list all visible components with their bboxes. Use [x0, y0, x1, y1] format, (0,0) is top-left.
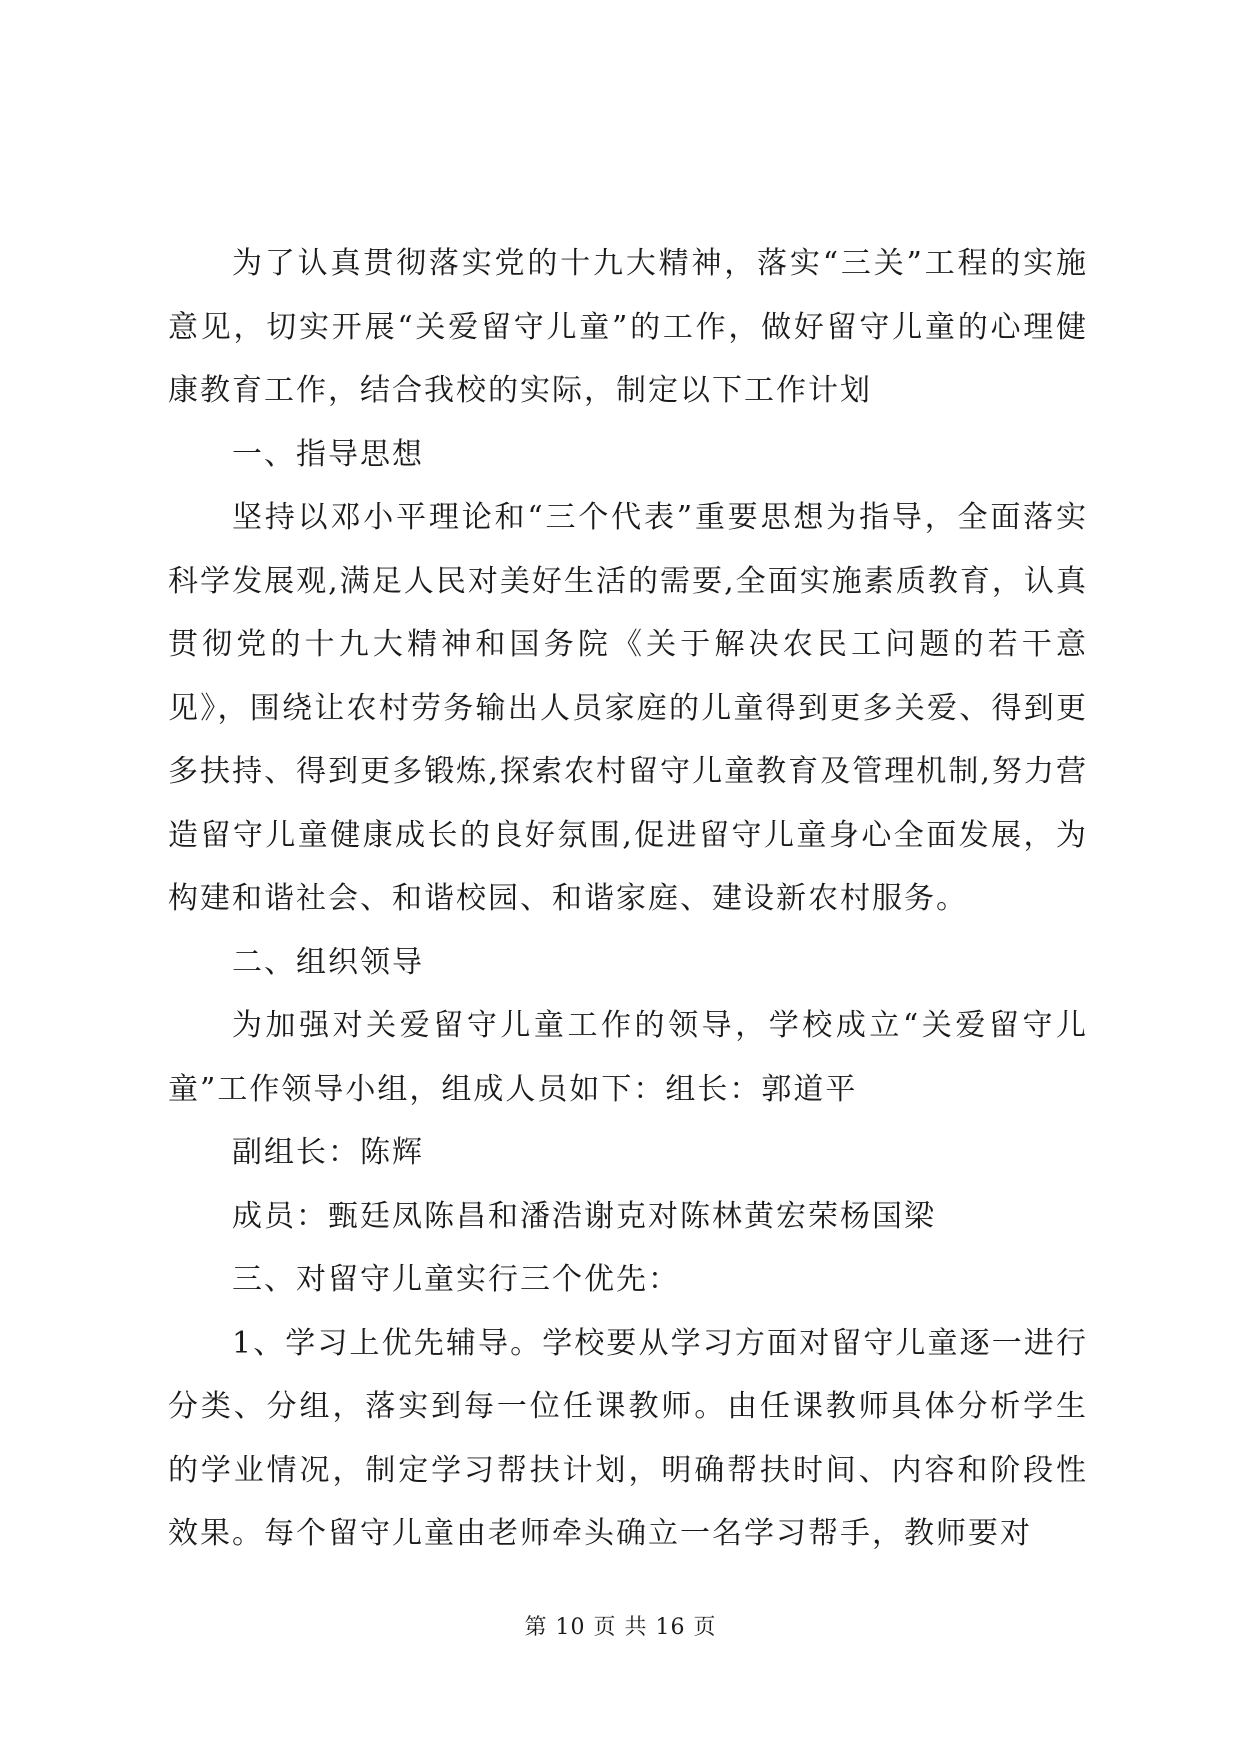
paragraph-study-priority: 1、学习上优先辅导。学校要从学习方面对留守儿童逐一进行分类、分组，落实到每一位任课教师。由任课教师具体分析学生的学业情况，制定学习帮扶计划，明确帮扶时间、内容和阶段性效果。每个留守儿童由老师牵头确立一名学习帮手，教师要对 — [168, 1325, 1088, 1551]
section-heading-organization: 二、组织领导 — [232, 944, 424, 980]
paragraph-guiding-thought: 坚持以邓小平理论和“三个代表”重要思想为指导，全面落实科学发展观,满足人民对美好生活的需要,全面实施素质教育，认真贯彻党的十九大精神和国务院《关于解决农民工问题的若干意见》，围绕让农村劳务输出人员家庭的儿童得到更多关爱、得到更多扶持、得到更多锻炼,探索农村留守儿童教育及管理机制,努力营造留守儿童健康成长的良好氛围,促进留守儿童身心全面发展，为构建和谐社会、和谐校园、和谐家庭、建设新农村服务。 — [168, 500, 1088, 916]
paragraph-members: 成员：甄廷凤陈昌和潘浩谢克对陈林黄宏荣杨国梁 — [232, 1198, 936, 1234]
paragraph-organization: 为加强对关爱留守儿童工作的领导，学校成立“关爱留守儿童”工作领导小组，组成人员如下：组长：郭道平 — [168, 1008, 1088, 1107]
document-body — [168, 232, 1088, 1566]
section-heading-guiding-thought: 一、指导思想 — [232, 436, 424, 472]
page-number-footer: 第 10 页 共 16 页 — [524, 1615, 717, 1640]
section-heading-three-priorities: 三、对留守儿童实行三个优先： — [232, 1262, 680, 1297]
paragraph-intro: 为了认真贯彻落实党的十九大精神，落实“三关”工程的实施意见，切实开展“关爱留守儿童”的工作，做好留守儿童的心理健康教育工作，结合我校的实际，制定以下工作计划 — [168, 246, 1088, 408]
paragraph-deputy-leader: 副组长：陈辉 — [232, 1135, 424, 1170]
